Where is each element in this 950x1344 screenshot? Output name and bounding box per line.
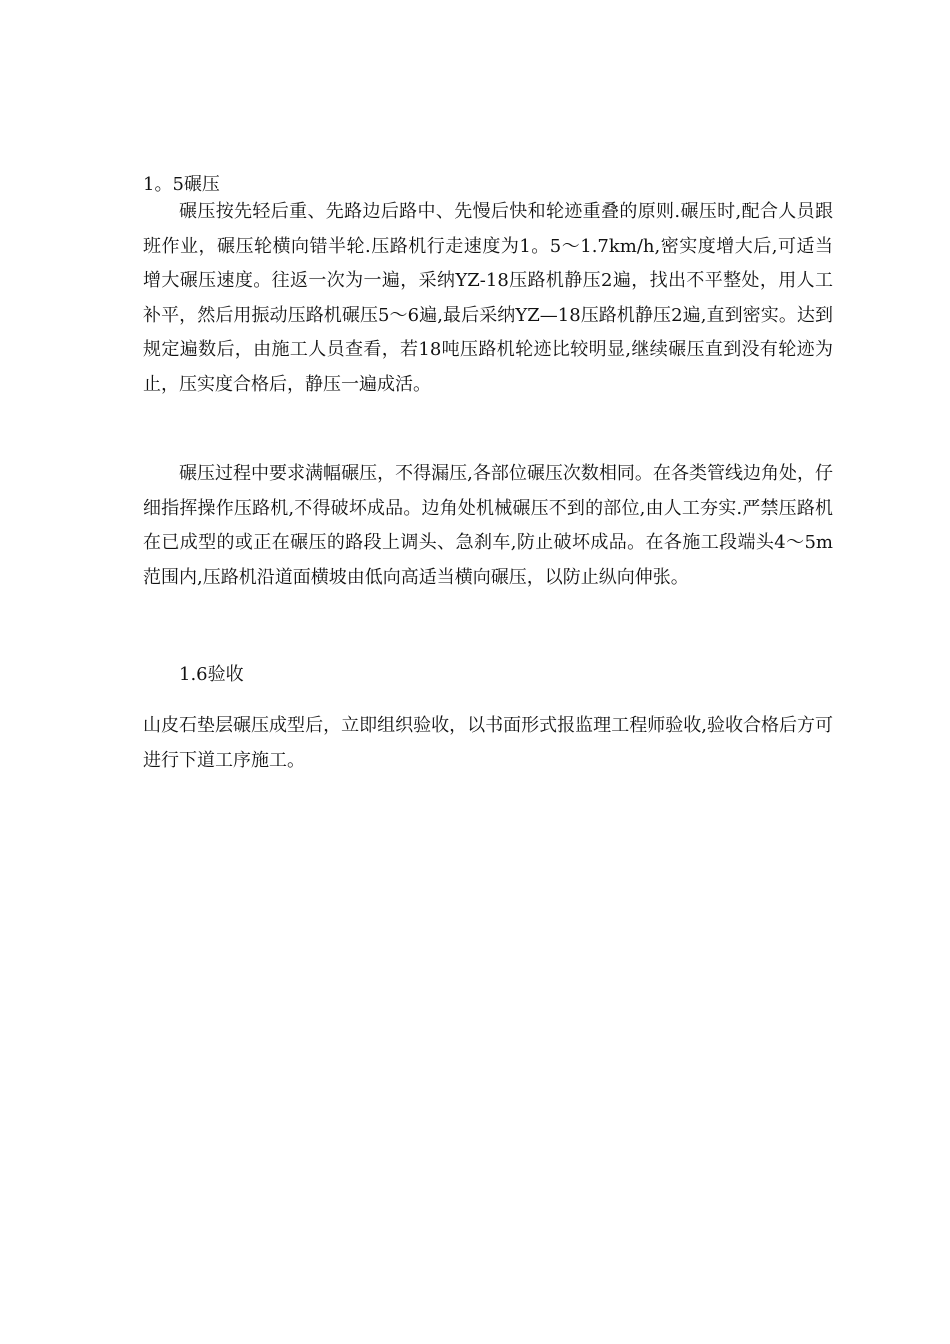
paragraph-compaction-method: 碾压按先轻后重、先路边后路中、先慢后快和轮迹重叠的原则.碾压时,配合人员跟班作业，碾压轮横向错半轮.压路机行走速度为1。5～1.7km/h,密实度增大后,可适当增大碾压速度。往返一次为一遍，采纳YZ-18压路机静压2遍，找出不平整处，用人工补平，然后用振动压路机碾压5～6遍,最后采纳YZ—18压路机静压2遍,直到密实。达到规定遍数后，由施工人员查看，若18吨压路机轮迹比较明显,继续碾压直到没有轮迹为止，压实度合格后，静压一遍成活。	[143, 201, 833, 395]
paragraph-acceptance: 山皮石垫层碾压成型后，立即组织验收，以书面形式报监理工程师验收,验收合格后方可进行下道工序施工。	[143, 715, 833, 771]
section-heading-1-5: 1。5碾压	[143, 174, 220, 195]
section-heading-1-6: 1.6验收	[179, 664, 244, 685]
paragraph-compaction-requirements: 碾压过程中要求满幅碾压，不得漏压,各部位碾压次数相同。在各类管线边角处，仔细指挥操作压路机,不得破坏成品。边角处机械碾压不到的部位,由人工夯实.严禁压路机在已成型的或正在碾压的路段上调头、急刹车,防止破坏成品。在各施工段端头4～5m范围内,压路机沿道面横坡由低向高适当横向碾压，以防止纵向伸张。	[143, 463, 833, 588]
